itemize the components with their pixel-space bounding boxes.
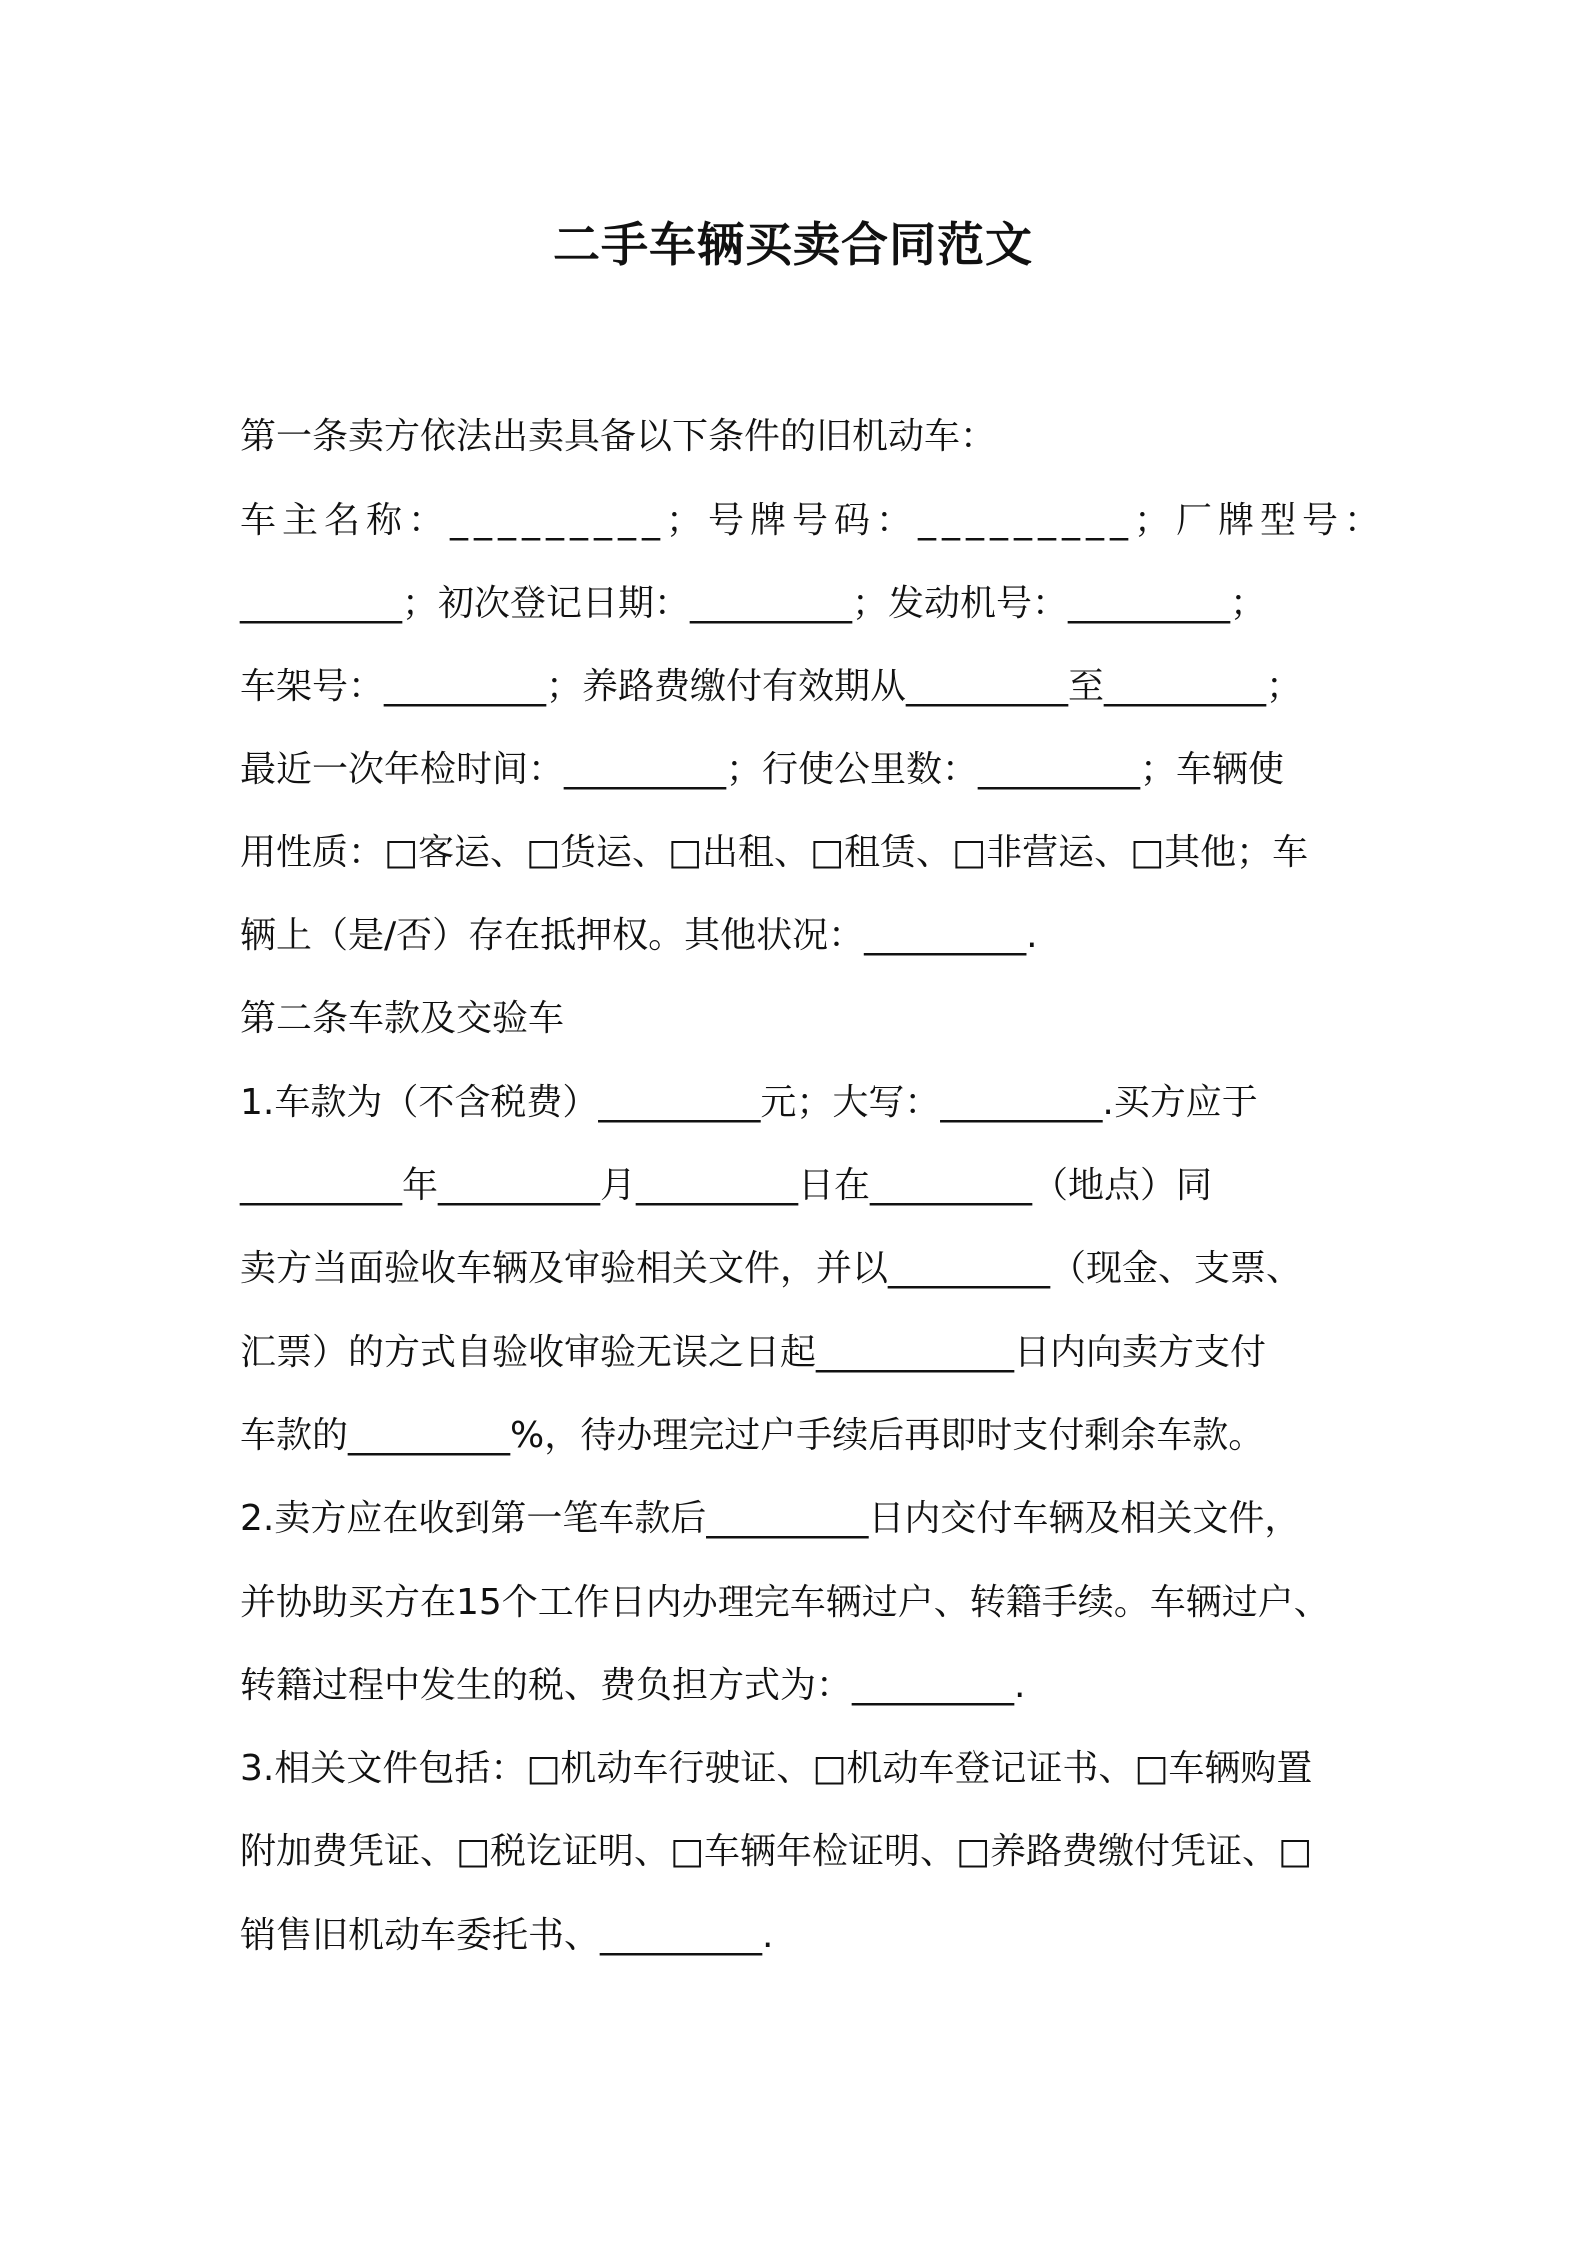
- article-2-clause-3-line-1: 3.相关文件包括：□机动车行驶证、□机动车登记证书、□车辆购置: [240, 1748, 1313, 1789]
- article-2-heading: 第二条车款及交验车: [240, 998, 565, 1039]
- article-1-line-1: 车主名称：_________；号牌号码：_________；厂牌型号：: [240, 500, 1387, 541]
- article-1-line-6: 辆上（是/否）存在抵押权。其他状况：_________.: [240, 915, 1038, 956]
- article-1-heading: 第一条卖方依法出卖具备以下条件的旧机动车：: [240, 416, 997, 457]
- article-2-clause-1-line-2: _________年_________月_________日在_________（地点）同: [240, 1165, 1213, 1206]
- article-2-clause-1-line-4: 汇票）的方式自验收审验无误之日起___________日内向卖方支付: [240, 1332, 1267, 1373]
- article-1-line-3: 车架号：_________；养路费缴付有效期从_________至_________；: [240, 666, 1303, 707]
- article-2-clause-2-line-3: 转籍过程中发生的税、费负担方式为：_________.: [240, 1665, 1026, 1706]
- article-2-clause-1-line-3: 卖方当面验收车辆及审验相关文件，并以_________（现金、支票、: [240, 1248, 1303, 1289]
- article-2-clause-1-line-1: 1.车款为（不含税费）_________元；大写：_________.买方应于: [240, 1082, 1258, 1123]
- article-2-clause-3-line-3: 销售旧机动车委托书、_________.: [240, 1915, 774, 1956]
- article-2-clause-2-line-2: 并协助买方在15个工作日内办理完车辆过户、转籍手续。车辆过户、: [240, 1582, 1330, 1623]
- article-2-clause-2-line-1: 2.卖方应在收到第一笔车款后_________日内交付车辆及相关文件，: [240, 1498, 1301, 1539]
- document-title: 二手车辆买卖合同范文: [553, 218, 1033, 273]
- article-1-line-5: 用性质：□客运、□货运、□出租、□租赁、□非营运、□其他；车: [240, 832, 1309, 873]
- article-2-clause-1-line-5: 车款的_________%，待办理完过户手续后再即时支付剩余车款。: [240, 1415, 1265, 1456]
- article-1-line-2: _________；初次登记日期：_________；发动机号：_________；: [240, 583, 1267, 624]
- article-2-clause-3-line-2: 附加费凭证、□税讫证明、□车辆年检证明、□养路费缴付凭证、□: [240, 1831, 1313, 1872]
- article-1-line-4: 最近一次年检时间：_________；行使公里数：_________；车辆使: [240, 749, 1285, 790]
